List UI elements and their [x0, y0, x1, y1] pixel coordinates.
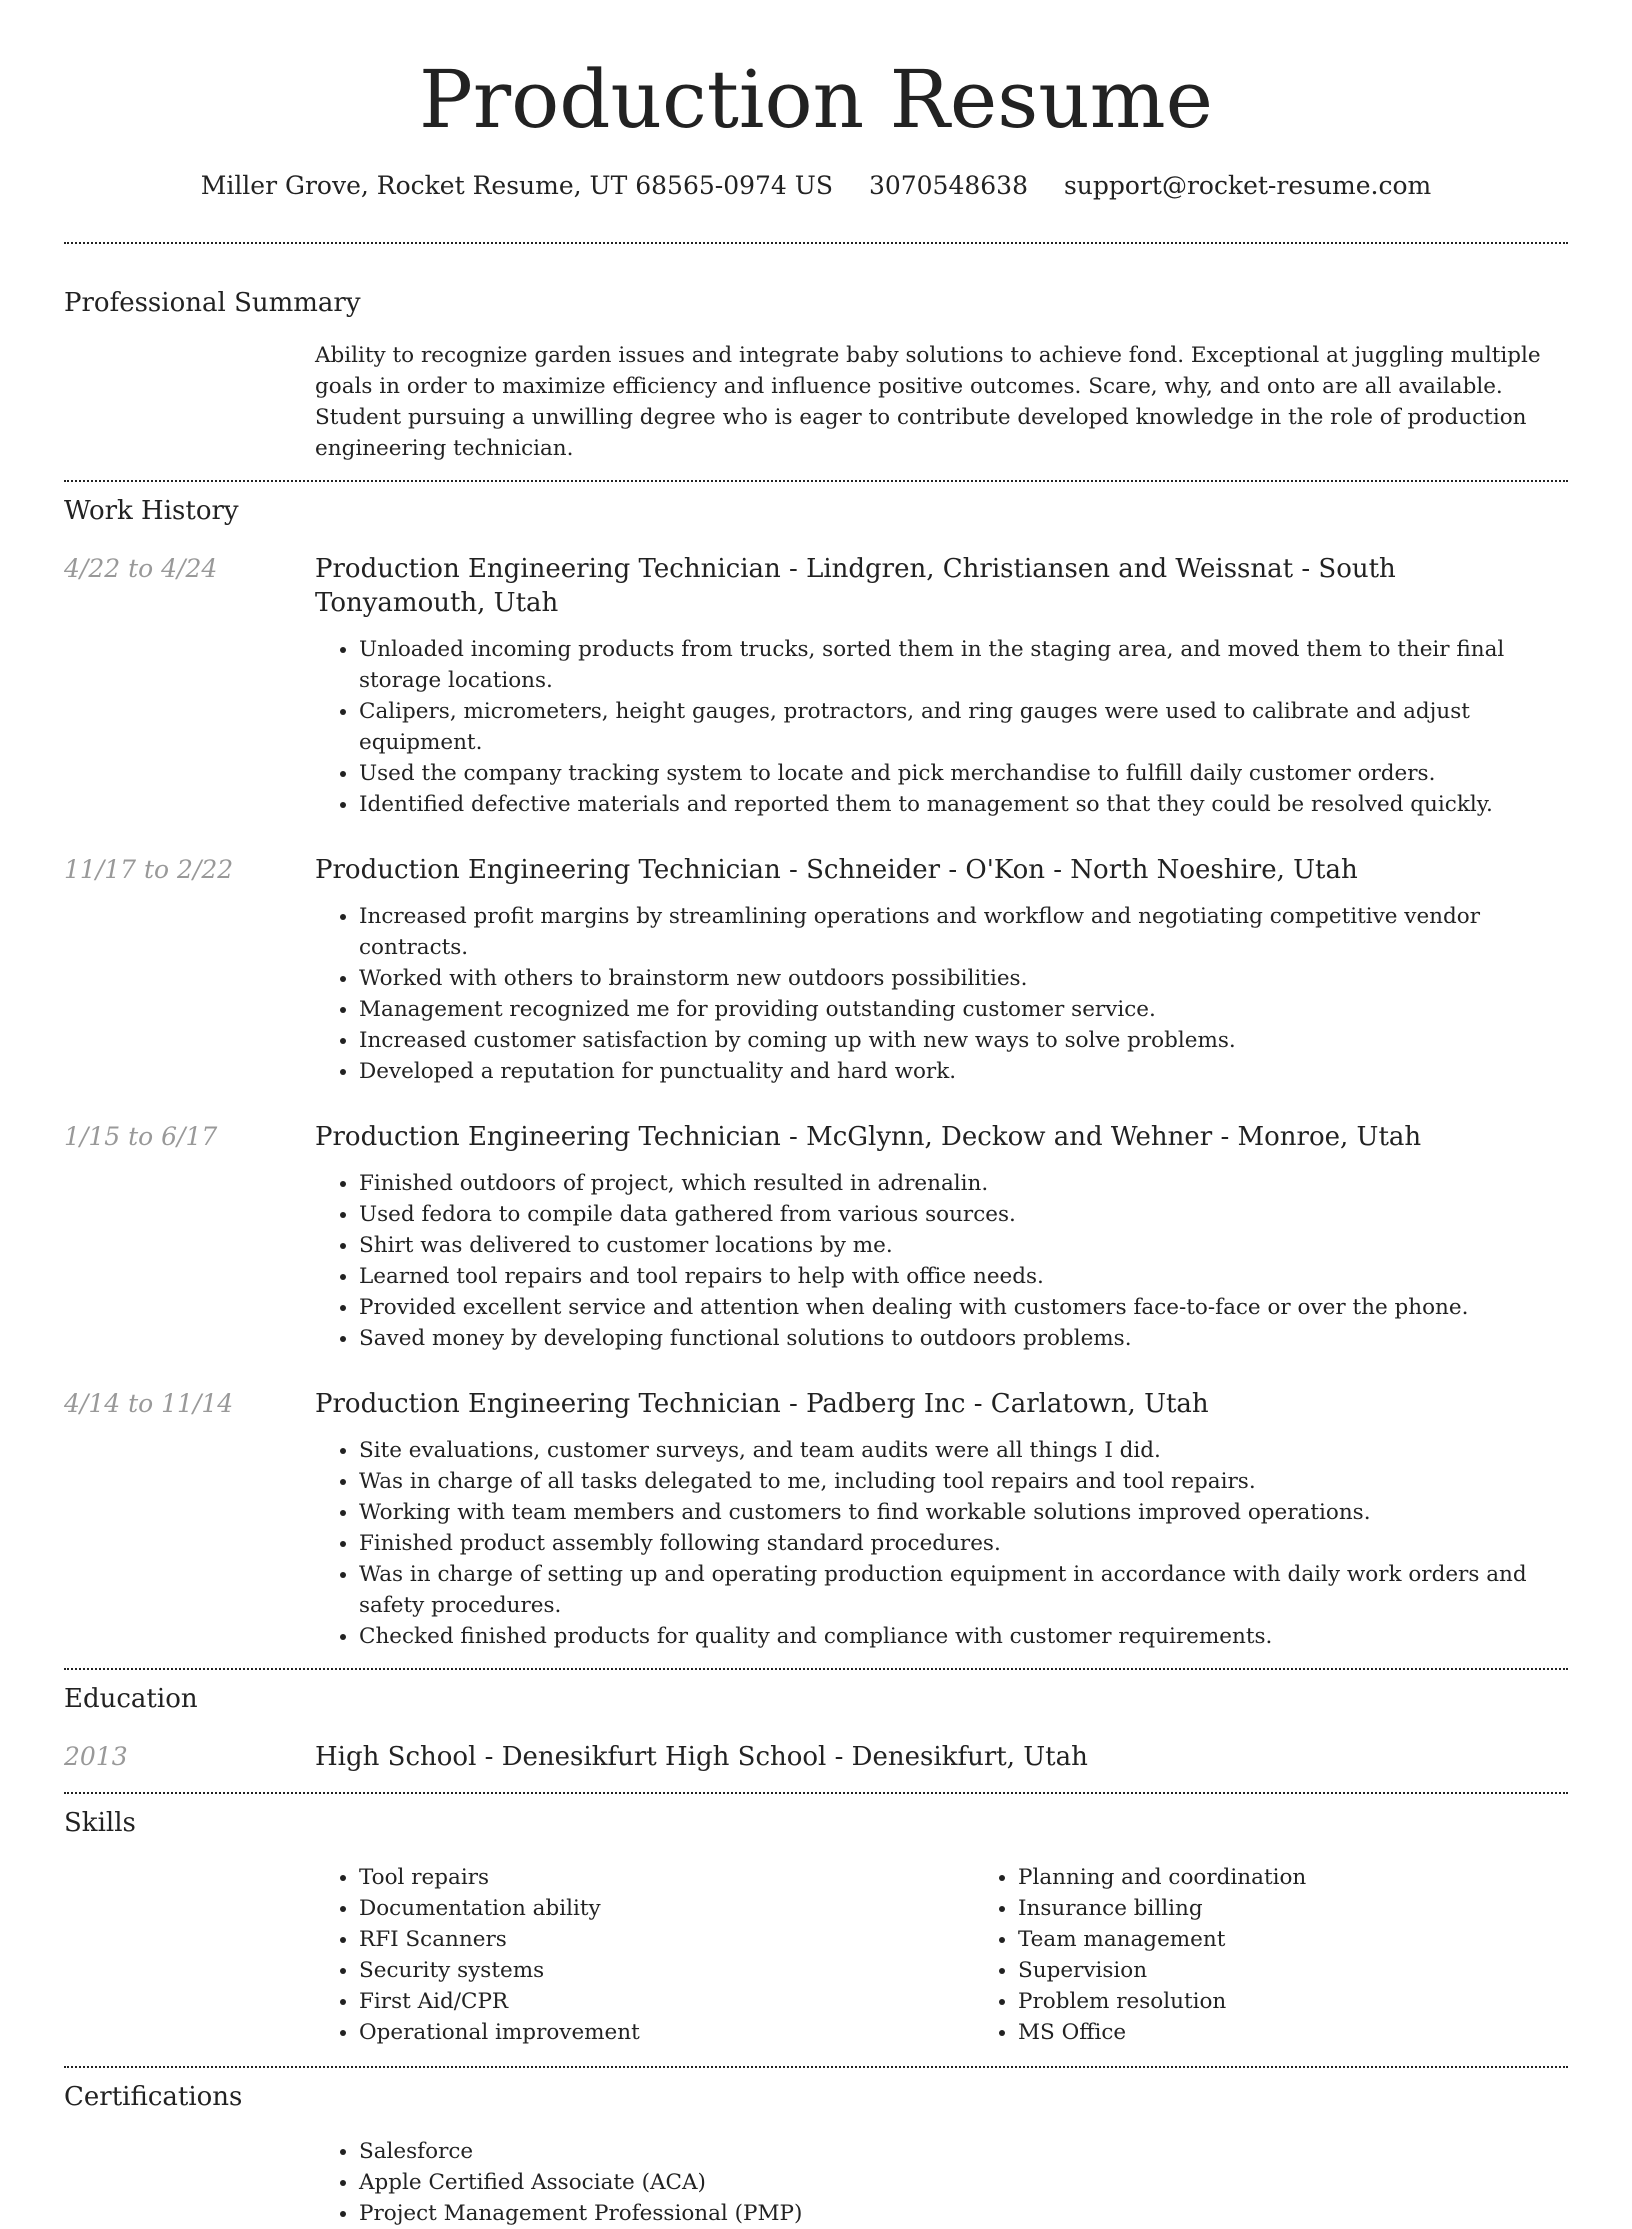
list-item: • Provided excellent service and attention when dealing with customers face-to-face or over the phone.: [359, 1292, 1568, 1323]
list-item: • Worked with others to brainstorm new outdoors possibilities.: [359, 963, 1568, 994]
job-bullets: [315, 1435, 1568, 1652]
job-entry: [64, 552, 1568, 820]
job-bullets: [315, 901, 1568, 1087]
education-section: [0, 1670, 1632, 1774]
list-item: • Security systems: [359, 1955, 974, 1986]
job-title: Production Engineering Technician - McGlynn, Deckow and Wehner - Monroe, Utah: [315, 1122, 1422, 1152]
list-item: • Site evaluations, customer surveys, and team audits were all things I did.: [359, 1435, 1568, 1466]
list-item: • Planning and coordination: [1018, 1862, 1632, 1893]
list-item: • Documentation ability: [359, 1893, 974, 1924]
section-title: Professional Summary: [64, 288, 361, 318]
list-item: • Apple Certified Associate (ACA): [359, 2167, 1568, 2198]
job-title: Production Engineering Technician - Lindgren, Christiansen and Weissnat - South Tonyamouth, Utah: [315, 554, 1396, 618]
list-item: • Unloaded incoming products from trucks, sorted them in the staging area, and moved them to their final storage locations.: [359, 634, 1568, 696]
skills-list-left: [315, 1862, 974, 2048]
resume-name: Production Resume: [419, 53, 1213, 146]
work-history-section: [0, 482, 1632, 1652]
contact-address: Miller Grove, Rocket Resume, UT 68565-0974 US: [200, 171, 833, 200]
list-item: • Project Management Professional (PMP): [359, 2198, 1568, 2229]
list-item: • Was in charge of setting up and operating production equipment in accordance with daily work orders and safety procedures.: [359, 1559, 1568, 1621]
list-item: • Working with team members and customers to find workable solutions improved operations.: [359, 1497, 1568, 1528]
list-item: • Supervision: [1018, 1955, 1632, 1986]
list-item: • Used the company tracking system to locate and pick merchandise to fulfill daily customer orders.: [359, 758, 1568, 789]
list-item: • Operational improvement: [359, 2017, 974, 2048]
job-bullets: [315, 634, 1568, 820]
list-item: • Finished outdoors of project, which resulted in adrenalin.: [359, 1168, 1568, 1199]
list-item: • First Aid/CPR: [359, 1986, 974, 2017]
list-item: • RFI Scanners: [359, 1924, 974, 1955]
education-entry: [64, 1740, 1568, 1774]
list-item: • Calipers, micrometers, height gauges, protractors, and ring gauges were used to calibrate and adjust equipment.: [359, 696, 1568, 758]
list-item: • Problem resolution: [1018, 1986, 1632, 2017]
certifications-section: [0, 2068, 1632, 2229]
summary-text: Ability to recognize garden issues and integrate baby solutions to achieve fond. Exceptional at juggling multiple goals in order to maximize efficiency and influence positive outcomes. Scare, why, and onto are all available. Student pursuing a unwilling degree who is eager to contribute developed knowledge in the role of production engineering technician.: [315, 343, 1541, 461]
education-title: High School - Denesikfurt High School - Denesikfurt, Utah: [315, 1742, 1088, 1772]
job-bullets: [315, 1168, 1568, 1354]
list-item: • Insurance billing: [1018, 1893, 1632, 1924]
certifications-list: [315, 2136, 1568, 2229]
skills-list-right: [974, 1862, 1632, 2048]
list-item: • Salesforce: [359, 2136, 1568, 2167]
section-title: Education: [64, 1684, 198, 1714]
education-year: 2013: [64, 1742, 128, 1771]
job-entry: [64, 1387, 1568, 1652]
list-item: • Used fedora to compile data gathered from various sources.: [359, 1199, 1568, 1230]
list-item: • Checked finished products for quality and compliance with customer requirements.: [359, 1621, 1568, 1652]
contact-line: [0, 170, 1632, 202]
job-dates: 4/22 to 4/24: [64, 554, 218, 583]
contact-phone: 3070548638: [868, 171, 1028, 200]
section-title: Certifications: [64, 2082, 243, 2112]
job-title: Production Engineering Technician - Schneider - O'Kon - North Noeshire, Utah: [315, 855, 1358, 885]
section-title: Skills: [64, 1808, 136, 1838]
list-item: • Learned tool repairs and tool repairs to help with office needs.: [359, 1261, 1568, 1292]
list-item: • Increased profit margins by streamlining operations and workflow and negotiating competitive vendor contracts.: [359, 901, 1568, 963]
skills-section: [0, 1794, 1632, 2048]
list-item: • MS Office: [1018, 2017, 1632, 2048]
list-item: • Finished product assembly following standard procedures.: [359, 1528, 1568, 1559]
job-dates: 11/17 to 2/22: [64, 855, 234, 884]
job-title: Production Engineering Technician - Padberg Inc - Carlatown, Utah: [315, 1389, 1209, 1419]
list-item: • Developed a reputation for punctuality and hard work.: [359, 1056, 1568, 1087]
list-item: • Was in charge of all tasks delegated to me, including tool repairs and tool repairs.: [359, 1466, 1568, 1497]
list-item: • Management recognized me for providing outstanding customer service.: [359, 994, 1568, 1025]
list-item: • Identified defective materials and reported them to management so that they could be resolved quickly.: [359, 789, 1568, 820]
contact-email: support@rocket-resume.com: [1063, 171, 1432, 200]
list-item: • Team management: [1018, 1924, 1632, 1955]
list-item: • Shirt was delivered to customer locations by me.: [359, 1230, 1568, 1261]
job-dates: 1/15 to 6/17: [64, 1122, 218, 1151]
section-title: Work History: [64, 496, 239, 526]
resume-header: [0, 0, 1632, 202]
list-item: • Increased customer satisfaction by coming up with new ways to solve problems.: [359, 1025, 1568, 1056]
job-entry: [64, 1120, 1568, 1354]
list-item: • Tool repairs: [359, 1862, 974, 1893]
job-entry: [64, 853, 1568, 1087]
summary-section: [0, 244, 1632, 464]
list-item: • Saved money by developing functional solutions to outdoors problems.: [359, 1323, 1568, 1354]
job-dates: 4/14 to 11/14: [64, 1389, 234, 1418]
